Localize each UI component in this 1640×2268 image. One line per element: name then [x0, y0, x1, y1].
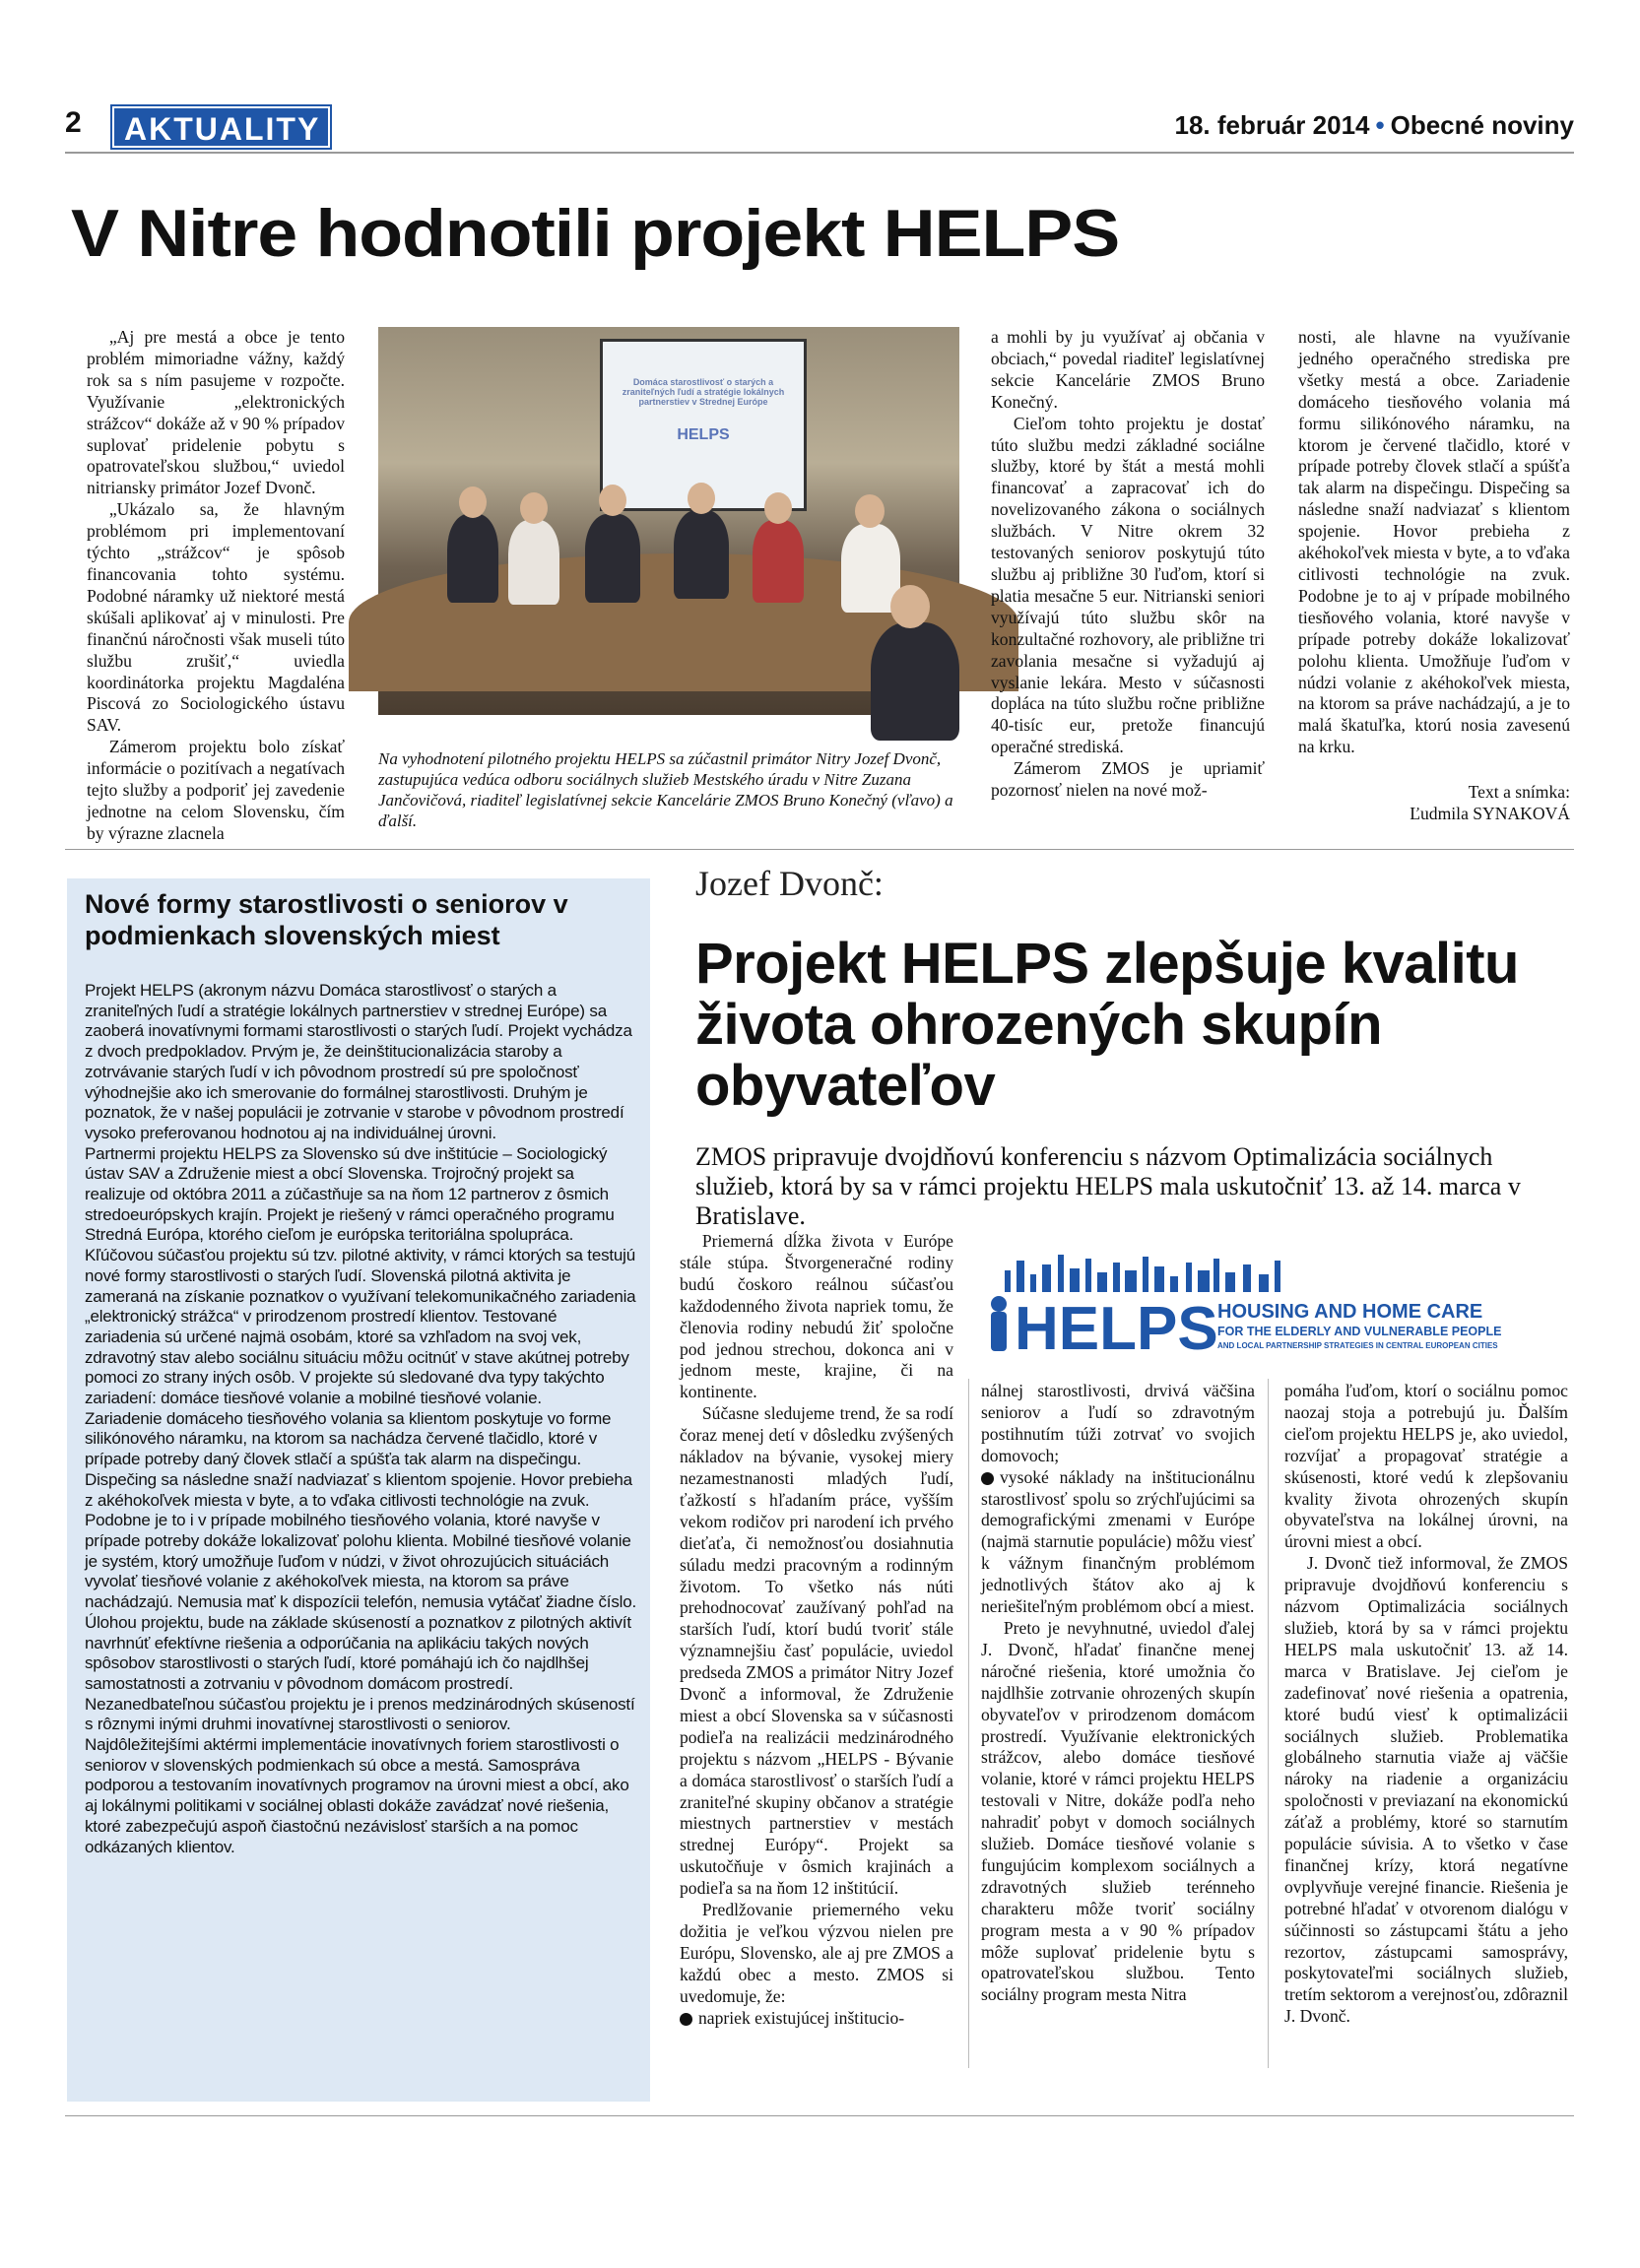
paragraph: Zariadenie domáceho tiesňového volania sa klientom poskytuje vo forme silikónového náramku, na ktorom sa nachádza červené tlačidlo, ktoré v prípade potreby daný človek stlačí a spúšťa tak alarm na dispečingu. Dispečing sa následne snaží nadviazať s klientom spojenie. Hovor prebieha z akéhokoľvek miesta v byte, a to vďaka citlivosti technológie na zvuk.	[85, 1408, 632, 1510]
figure-body	[991, 1312, 1007, 1351]
section-rule	[65, 849, 1574, 850]
article2-lead: ZMOS pripravuje dvojdňovú konferenciu s názvom Optimalizácia sociálnych služieb, ktorá by sa v rámci projektu HELPS mala uskutočniť 13. až 14. marca v Bratislave.	[695, 1142, 1521, 1230]
skyline-building	[1143, 1257, 1148, 1292]
credit-name: Ľudmila SYNAKOVÁ	[1410, 803, 1570, 823]
skyline-building	[1058, 1255, 1064, 1292]
article2-column-2	[981, 1381, 1255, 2075]
page-number: 2	[65, 106, 82, 139]
person-head	[520, 492, 548, 524]
article2-kicker: Jozef Dvonč:	[695, 864, 884, 903]
article1-column-1	[87, 327, 345, 843]
logo-mark: HELPS	[1015, 1295, 1218, 1363]
paragraph: J. Dvonč tiež informoval, že ZMOS pripravuje dvojdňovú konferenciu s názvom Optimalizácia sociálnych služieb, ktorá by sa v rámci projektu HELPS mala uskutočniť 13. až 14. marca v Bratislave. Jej cieľom je zadefinovať nové riešenia a opatrenia, ktoré budú viesť k optimalizácii sociálnych služieb. Problematika globálneho starnutia viaže aj väčšie nároky na riadenie a organizáciu spoločnosti v previazaní na ekonomickú záťaž a problémy, ktoré so starnutím populácie súvisia. A to všetko v čase finančnej krízy, ktorá negatívne ovplyvňuje verejné financie. Riešenia je potrebné hľadať v otvorenom dialógu v súčinnosti so zástupcami štátu a jeho rezortov, zástupcami samosprávy, poskytovateľmi sociálnych služieb, tretím sektorom a verejnosťou, zdôraznil J. Dvonč.	[1284, 1553, 1568, 2027]
paragraph: Kľúčovou súčasťou projektu sú tzv. pilotné aktivity, v rámci ktorých sa testujú nové formy starostlivosti o starých ľudí. Slovenská pilotná aktivita je zameraná na získanie poznatkov o využívaní telekomunikačného zariadenia „elektronický strážca“ v prirodzenom prostredí klientov. Testované zariadenia sú určené najmä osobám, ktoré sa vzhľadom na svoj vek, zdravotný stav alebo sociálnu situáciu môžu ocitnúť v stave akútnej potreby pomoci zo strany iných osôb. V projekte sú sledované dva typy takýchto zariadení: domáce tiesňové volanie a mobilné tiesňové volanie.	[85, 1246, 636, 1408]
skyline-building	[1085, 1259, 1091, 1292]
skyline-building	[1275, 1261, 1280, 1292]
paragraph: Zámerom ZMOS je upriamiť pozornosť nielen na nové mož-	[991, 758, 1265, 801]
newspaper-name: Obecné noviny	[1390, 110, 1574, 140]
person-head	[764, 492, 792, 524]
logo-line-1: HOUSING AND HOME CARE	[1217, 1301, 1483, 1323]
person-head	[599, 485, 626, 516]
person-head	[855, 494, 885, 528]
skyline-building	[1005, 1270, 1011, 1292]
skyline-building	[1097, 1272, 1107, 1292]
figure-head	[991, 1296, 1007, 1312]
bullet-icon	[981, 1472, 994, 1485]
photo-credit	[1298, 782, 1570, 825]
person	[674, 510, 729, 599]
header-rule	[65, 152, 1574, 154]
paragraph: Partnermi projektu HELPS za Slovensko sú dve inštitúcie – Sociologický ústav SAV a Združenie miest a obcí Slovenska. Trojročný projekt sa realizuje od októbra 2011 a zúčastňuje sa na ňom 12 partnerov z ôsmich stredoeurópskych krajín. Projekt je riešený v rámci operačného programu Stredná Európa, ktorého cieľom je európska teritoriálna spolupráca.	[85, 1143, 615, 1245]
bullet-text: vysoké náklady na inštitucionálnu starostlivosť spolu so zrýchľujúcimi sa demografickými zmenami v Európe (najmä starnutie populácie) môžu viesť k vážnym finančným problémom jednotlivých štátov ako aj k neriešiteľným problémom obcí a miest.	[981, 1466, 1255, 1617]
skyline-building	[1017, 1261, 1024, 1292]
person-head	[890, 585, 930, 628]
person	[585, 514, 640, 603]
skyline-building	[1243, 1264, 1251, 1292]
paragraph: Predlžovanie priemerného veku dožitia je veľkou výzvou nielen pre Európu, Slovensko, ale aj pre ZMOS a každú obec a mesto. ZMOS si uvedomuje, že:	[680, 1900, 953, 2006]
article1-column-4	[1298, 327, 1570, 770]
person	[753, 520, 804, 603]
paragraph: Najdôležitejšími aktérmi implementácie inovatívnych foriem starostlivosti o seniorov v slovenských podmienkach sú obce a mestá. Samospráva podporou a testovaním inovatívnych programov na úrovni miest a obcí, ako aj lokálnymi politikami v sociálnej oblasti dokáže zavádzať nové riešenia, ktoré zabezpečujú aspoň čiastočnú nezávislosť starších a na pomoc odkázaných klientov.	[85, 1735, 629, 1856]
skyline-building	[1070, 1268, 1080, 1292]
sidebar-text	[85, 981, 636, 1857]
helps-logo	[985, 1253, 1561, 1363]
footer-rule	[65, 2115, 1574, 2116]
paragraph: Preto je nevyhnutné, uviedol ďalej J. Dvonč, hľadať finančne menej náročné riešenia, ktoré umožnia čo najdlhšie zotrvanie ohrozených skupín obyvateľov v prirodzenom domácom prostredí. Využívanie elektronických strážcov, alebo domáce tiesňové volanie, ktoré v rámci projektu HELPS testovali v Nitre, dokáže podľa neho nahradiť pobyt v domoch sociálnych služieb. Domáce tiesňové volanie s fungujúcim komplexom sociálnych a zdravotných služieb terénneho charakteru môže tvoriť sociálny program mesta a v 90 % prípadov môže suplovať pridelenie bytu s opatrovateľskou službou. Tento sociálny program mesta Nitra	[981, 1617, 1255, 2005]
page-header	[65, 104, 1574, 150]
logo-line-3: AND LOCAL PARTNERSHIP STRATEGIES IN CENTRAL EUROPEAN CITIES	[1217, 1341, 1498, 1350]
paragraph: nosti, ale hlavne na využívanie jedného operačného strediska pre všetky mestá a obce. Zariadenie domáceho tiesňového volania má formu silikónového náramku, na ktorom je červené tlačidlo, ktoré v prípade potreby človek stlačí a spúšťa tak alarm na dispečingu. Dispečing sa následne snaží nadviazať s klientom spojenie. Hovor prebieha z akéhokoľvek miesta v byte, a to vďaka citlivosti technológie na zvuk. Podobne je to aj v prípade mobilného tiesňového volania, ktoré navyše v prípade potreby dokáže lokalizovať polohu klienta. Umožňuje ľuďom v núdzi volanie z akéhokoľvek miesta, na ktorom sa práve nachádzajú, a je to malá škatuľka, ktorú nosia zavesenú na krku.	[1298, 327, 1570, 757]
paragraph: Cieľom tohto projektu je dostať túto službu medzi základné sociálne služby, ktoré by štát a mestá mohli financovať a zapracovať ich do novelizovaného zákona o sociálnych službách. V Nitre okrem 32 testovaných seniorov poskytujú túto službu aj približne 30 ľuďom, ktorí si platia mesačne 5 eur. Nitrianski seniori využívajú túto službu skôr na konzultačné rozhovory, ale približne tri zavolania mesačne si vyžadujú aj vyslanie lekára. Mesto v súčasnosti dopláca na túto službu ročne približne 40-tisíc eur, pretože financujú operačné strediská.	[991, 413, 1265, 757]
article2-column-1	[680, 1231, 953, 2078]
person	[447, 514, 498, 603]
sidebar-title: Nové formy starostlivosti o seniorov v podmienkach slovenských miest	[85, 889, 568, 950]
person-head	[459, 486, 487, 518]
paragraph: „Aj pre mestá a obce je tento problém mimoriadne vážny, každý rok sa s ním pasujeme v rozpočte. Využívanie „elektronických strážcov“ dokáže až v 90 % prípadov suplovať pridelenie pobytu s opatrovateľskou službou,“ uviedol nitriansky primátor Jozef Dvonč.	[87, 327, 345, 498]
paragraph: Projekt HELPS (akronym názvu Domáca starostlivosť o starých a zraniteľných ľudí a stratégie lokálnych partnerstiev v strednej Európe) sa zaoberá inovatívnymi formami starostlivosti o starých ľudí. Projekt vychádza z dvoch predpokladov. Prvým je, že deinštitucionalizácia staroby a zotrvávanie starých ľudí v ich pôvodnom prostredí sú pre spoločnosť výhodnejšie ako ich smerovanie do formálnej starostlivosti. Druhým je poznatok, že v našej populácii je zotrvanie v starobe v pôvodnom prostredí vysoko preferovanou hodnotou aj na individuálnej úrovni.	[85, 981, 632, 1142]
photo-caption: Na vyhodnotení pilotného projektu HELPS sa zúčastnil primátor Nitry Jozef Dvonč, zastupujúca vedúca odboru sociálnych služieb Mestského úradu v Nitre Zuzana Jančovičová, riaditeľ legislatívnej sekcie Kancelárie ZMOS Bruno Konečný (vľavo) a ďalší.	[378, 749, 953, 830]
bullet-icon	[680, 2013, 692, 2026]
logo-line-2: FOR THE ELDERLY AND VULNERABLE PEOPLE	[1217, 1325, 1502, 1338]
skyline-building	[1259, 1274, 1269, 1292]
article1-column-3	[991, 327, 1265, 829]
issue-dateline	[1174, 110, 1574, 141]
conference-photo	[378, 327, 959, 715]
person-head	[688, 483, 715, 514]
issue-date: 18. február 2014	[1174, 110, 1370, 140]
skyline-building	[1186, 1263, 1192, 1292]
skyline-building	[1113, 1263, 1120, 1292]
column-divider	[968, 1379, 969, 2068]
person	[508, 520, 559, 605]
screen-logo: HELPS	[677, 426, 730, 443]
article-title: V Nitre hodnotili projekt HELPS	[71, 196, 1120, 271]
paragraph: a mohli by ju využívať aj občania v obciach,“ povedal riaditeľ legislatívnej sekcie Kancelárie ZMOS Bruno Konečný.	[991, 327, 1265, 412]
skyline-building	[1030, 1274, 1036, 1292]
skyline-building	[1125, 1270, 1137, 1292]
column-divider	[1268, 1379, 1269, 2068]
credit-label: Text a snímka:	[1468, 782, 1570, 802]
paragraph: Súčasne sledujeme trend, že sa rodí čoraz menej detí v dôsledku zvýšených nákladov na bývanie, vysokej miery nezamestnanosti mladých ľudí, ťažkostí s hľadaním práce, vyšším vekom rodičov pri narodení ich prvého dieťaťa, či nemožnosťou dosiahnutia súladu medzi pracovným a rodinným životom. To všetko nás núti prehodnocovať zaužívaný pohľad na starších ľudí, ktorí budú tvoriť stále významnejšiu časť populácie, uviedol predseda ZMOS a primátor Nitry Jozef Dvonč a informoval, že Združenie miest a obcí Slovenska sa v súčasnosti podieľa na realizácii medzinárodného projektu s názvom „HELPS - Bývanie a domáca starostlivosť o starších ľudí a zraniteľné skupiny občanov a stratégie miestnych partnerstiev v mestách strednej Európy“. Projekt sa uskutočňuje v ôsmich krajinách a podieľa sa na ňom 12 inštitúcií.	[680, 1403, 953, 1899]
paragraph: Úlohou projektu, bude na základe skúseností a poznatkov z pilotných aktivít navrhnúť efektívne riešenia a odporúčania na aplikáciu takých nových spôsobov starostlivosti o starých ľudí, ktoré pomáhajú ich čo najdlhšej samostatnosti a zotrvaniu v pôvodnom domácom prostredí. Nezanedbateľnou súčasťou projektu je i prenos medzinárodných skúseností s rôznymi inými druhmi inovatívnej starostlivosti o seniorov.	[85, 1612, 635, 1734]
paragraph: „Ukázalo sa, že hlavným problémom pri implementovaní týchto „strážcov“ je spôsob financovania tohto systému. Podobné náramky už niektoré mestá skúšali aplikovať aj v minulosti. Pre finančnú náročnosti však museli túto službu zrušiť,“ uviedla koordinátorka projektu Magdaléna Piscová zo Sociologického ústavu SAV.	[87, 499, 345, 736]
article2-title: Projekt HELPS zlepšuje kvalitu života ohrozených skupín obyvateľov	[695, 932, 1519, 1118]
skyline-building	[1225, 1272, 1235, 1292]
skyline-building	[1042, 1264, 1051, 1292]
screen-title: Domáca starostlivosť o starých a zraniteľných ľudí a stratégie lokálnych partnerstiev v Strednej Európe	[622, 377, 785, 407]
paragraph: Priemerná dĺžka života v Európe stále stúpa. Štvorgeneračné rodiny budú čoskoro reálnou súčasťou každodenného života napriek tomu, že členovia rodiny nebudú žiť spoločne pod jednou strechou, dokonca ani v jednom meste, krajine, či na kontinente.	[680, 1231, 953, 1402]
separator-dot: •	[1375, 110, 1385, 140]
paragraph: Zámerom projektu bolo získať informácie o pozitívach a negatívach tejto služby a podporiť jej zavedenie jednotne na celom Slovensku, čím by výrazne zlacnela	[87, 737, 345, 843]
skyline-building	[1214, 1259, 1219, 1292]
section-label: AKTUALITY	[112, 106, 330, 148]
person	[871, 622, 959, 741]
paragraph: nálnej starostlivosti, drvivá väčšina seniorov a ľudí so zdravotným postihnutím túži zotrvať vo svojich domovoch;	[981, 1381, 1255, 1465]
skyline-building	[1198, 1270, 1210, 1292]
bullet-text: napriek existujúcej inštitucio-	[698, 2007, 905, 2028]
paragraph: Podobne je to i v prípade mobilného tiesňového volania, ktoré navyše v prípade potreby dokáže lokalizovať polohu klienta. Mobilné tiesňové volanie je systém, ktorý umožňuje ľuďom v núdzi, v život ohrozujúcich situáciách vyvolať tiesňové volanie z akéhokoľvek miesta, na ktorom sa práve nachádzajú. Nemusia mať k dispozícii telefón, nemusia vytáčať žiadne číslo.	[85, 1511, 636, 1612]
article2-column-3	[1284, 1381, 1568, 2075]
skyline-building	[1170, 1276, 1178, 1292]
paragraph: pomáha ľuďom, ktorí o sociálnu pomoc naozaj stoja a potrebujú ju. Ďalším cieľom projektu HELPS je, ako uviedol, rozvíjať a propagovať stratégie a skúsenosti, ktoré vedú k zlepšovaniu kvality života ohrozených skupín obyvateľstva na lokálnej úrovni, na úrovni miest a obcí.	[1284, 1381, 1568, 1552]
skyline-building	[1154, 1266, 1164, 1292]
